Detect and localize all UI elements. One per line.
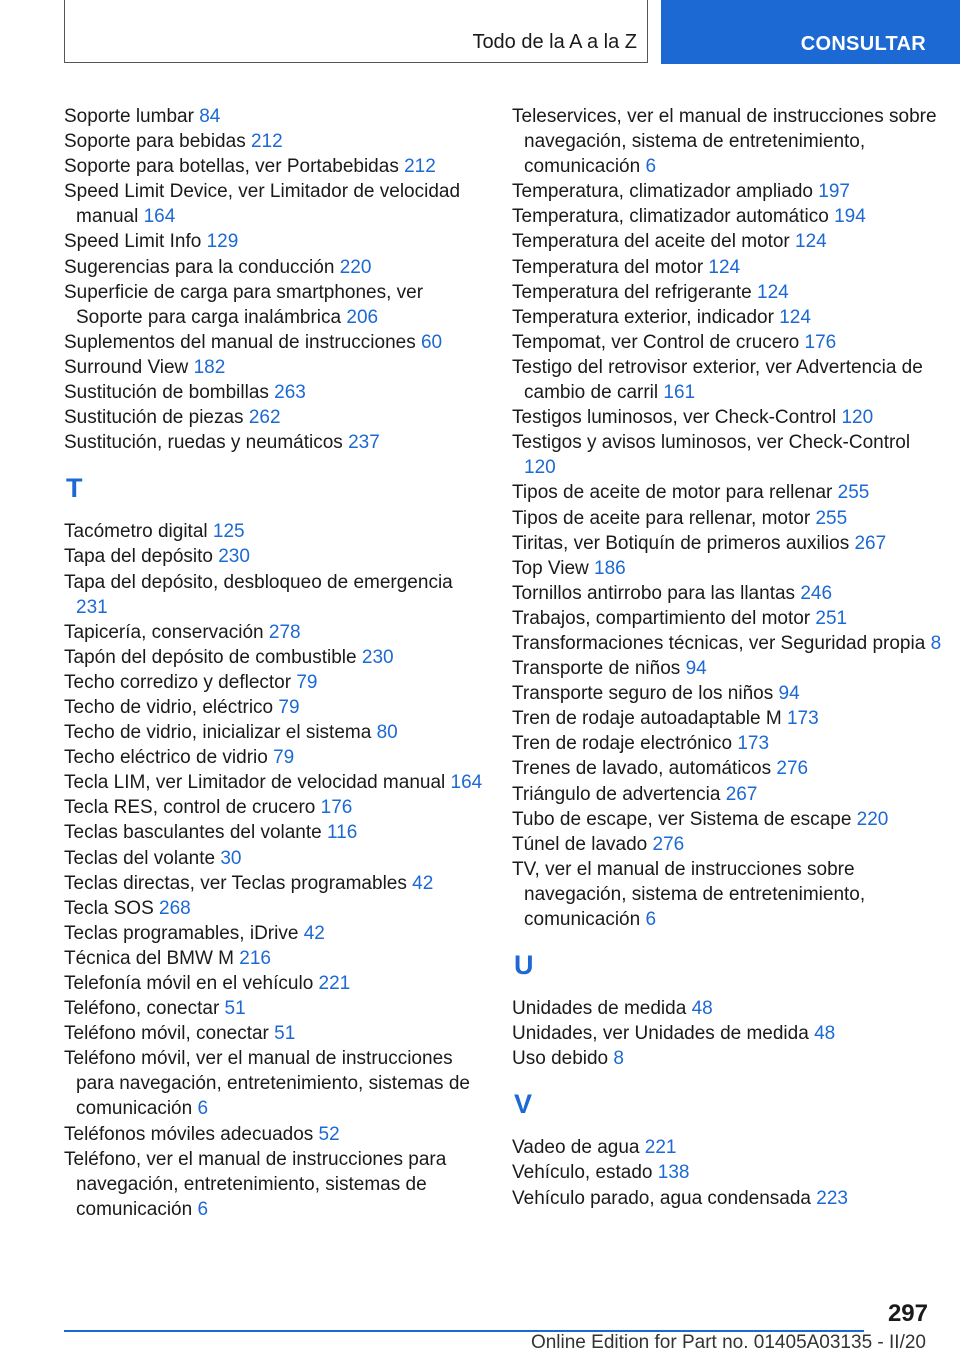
index-entry-text: Tapicería, conservación bbox=[64, 621, 269, 643]
index-page-link[interactable]: 6 bbox=[197, 1098, 209, 1120]
index-page-link[interactable]: 124 bbox=[708, 256, 741, 278]
index-page-link[interactable]: 276 bbox=[652, 833, 685, 855]
consult-tab[interactable] bbox=[661, 0, 960, 64]
index-entry bbox=[64, 846, 484, 871]
index-letter-heading: T bbox=[66, 473, 83, 504]
index-page-link[interactable]: 120 bbox=[841, 407, 874, 429]
index-page-link[interactable]: 79 bbox=[273, 747, 295, 769]
index-entry bbox=[512, 229, 942, 254]
index-entry bbox=[64, 820, 484, 845]
index-page-link[interactable]: 79 bbox=[296, 671, 318, 693]
index-letter-heading: V bbox=[514, 1089, 533, 1120]
index-entry bbox=[64, 330, 484, 355]
index-entry bbox=[64, 871, 484, 896]
index-entry-text: Techo de vidrio, eléctrico bbox=[64, 696, 279, 718]
index-entry-text: Teclas del volante bbox=[64, 847, 221, 869]
index-entry-text: Superficie de carga para smartphones, ver Soporte para carga inalámbrica bbox=[64, 281, 424, 328]
index-entry bbox=[64, 129, 484, 154]
index-page-link[interactable]: 6 bbox=[197, 1198, 209, 1220]
index-entry bbox=[512, 480, 942, 505]
index-entry bbox=[64, 179, 484, 229]
index-entry-text: Teléfono, conectar bbox=[64, 998, 225, 1020]
index-entry bbox=[64, 971, 484, 996]
index-entry bbox=[512, 656, 942, 681]
index-entry-text: Tubo de escape, ver Sistema de escape bbox=[512, 808, 857, 830]
index-page-link[interactable]: 60 bbox=[420, 331, 443, 353]
index-entry bbox=[512, 1046, 942, 1071]
index-page-link[interactable]: 230 bbox=[361, 646, 394, 668]
index-page-link[interactable]: 116 bbox=[327, 822, 358, 844]
index-page-link[interactable]: 80 bbox=[376, 722, 398, 744]
index-entry-text: Teléfono móvil, conectar bbox=[64, 1023, 275, 1045]
index-entry-text: Temperatura, climatizador automático bbox=[512, 206, 835, 228]
index-entry-text: Temperatura, climatizador ampliado bbox=[512, 181, 819, 203]
edition-text: Online Edition for Part no. 01405A03135 - II/20 bbox=[530, 1332, 926, 1353]
index-page-link[interactable]: 84 bbox=[199, 106, 221, 127]
index-page-link[interactable]: 267 bbox=[725, 783, 758, 805]
index-entry bbox=[64, 720, 484, 745]
index-entry-text: Testigos luminosos, ver Check-Control bbox=[512, 407, 842, 429]
index-page-link[interactable]: 197 bbox=[818, 181, 850, 203]
section-tab[interactable] bbox=[64, 0, 648, 63]
index-page-link[interactable]: 42 bbox=[303, 922, 325, 944]
index-page-link[interactable]: 124 bbox=[795, 231, 827, 253]
index-entry bbox=[64, 229, 484, 254]
index-entry bbox=[512, 706, 942, 731]
index-entry-text: Tempomat, ver Control de crucero bbox=[512, 331, 805, 353]
index-page-link[interactable]: 8 bbox=[930, 632, 942, 654]
index-entry bbox=[64, 695, 484, 720]
index-page-link[interactable]: 6 bbox=[645, 156, 657, 178]
index-entry bbox=[64, 154, 484, 179]
index-column-right bbox=[512, 104, 942, 1211]
index-page-link[interactable]: 230 bbox=[218, 546, 250, 568]
index-entry-text: Uso debido bbox=[512, 1048, 614, 1070]
index-page-link[interactable]: 263 bbox=[274, 382, 306, 404]
index-page-link[interactable]: 51 bbox=[274, 1023, 296, 1045]
index-page-link[interactable]: 212 bbox=[404, 156, 436, 178]
index-entry-text: Vehículo, estado bbox=[512, 1162, 658, 1184]
page-header bbox=[64, 0, 960, 64]
index-entry-text: Suplementos del manual de instrucciones bbox=[64, 331, 421, 353]
index-entry-text: Tapa del depósito, desbloqueo de emergencia bbox=[64, 571, 453, 593]
index-entry-text: Tipos de aceite para rellenar, motor bbox=[512, 507, 816, 529]
index-entry bbox=[512, 179, 942, 204]
index-entry-text: Sugerencias para la conducción bbox=[64, 256, 340, 278]
index-entry bbox=[64, 519, 484, 544]
index-entry-text: Tren de rodaje autoadaptable M bbox=[512, 708, 787, 730]
index-page-link[interactable]: 125 bbox=[212, 521, 245, 543]
index-entry bbox=[64, 896, 484, 921]
index-entry bbox=[64, 1147, 484, 1222]
index-page-link[interactable]: 30 bbox=[220, 847, 242, 869]
index-page-link[interactable]: 255 bbox=[837, 482, 870, 504]
index-entry bbox=[64, 280, 484, 330]
index-entry bbox=[512, 731, 942, 756]
index-page-link[interactable]: 220 bbox=[339, 256, 372, 278]
index-page-link[interactable]: 255 bbox=[815, 507, 848, 529]
index-entry-text: Tacómetro digital bbox=[64, 521, 213, 543]
index-entry bbox=[512, 280, 942, 305]
index-entry bbox=[64, 405, 484, 430]
index-entry-text: TV, ver el manual de instrucciones sobre navegación, sistema de entretenimiento, comunicación bbox=[512, 858, 866, 930]
index-entry-text: Temperatura exterior, indicador bbox=[512, 306, 780, 328]
index-entry-text: Testigos y avisos luminosos, ver Check-Control bbox=[512, 432, 911, 454]
index-entry-text: Temperatura del aceite del motor bbox=[512, 231, 796, 253]
index-entry-text: Soporte para bebidas bbox=[64, 131, 251, 153]
index-page-link[interactable]: 221 bbox=[644, 1137, 677, 1159]
index-entry bbox=[512, 204, 942, 229]
index-entry-text: Soporte para botellas, ver Portabebidas bbox=[64, 156, 405, 178]
index-page-link[interactable]: 124 bbox=[779, 306, 811, 328]
index-entry bbox=[64, 620, 484, 645]
index-entry-text: Telefonía móvil en el vehículo bbox=[64, 973, 319, 994]
index-entry bbox=[512, 1186, 942, 1211]
index-entry bbox=[64, 946, 484, 971]
index-page-link[interactable]: 251 bbox=[815, 607, 848, 629]
index-entry-text: Triángulo de advertencia bbox=[512, 783, 726, 805]
index-entry-text: Techo corredizo y deflector bbox=[64, 671, 297, 693]
index-entry-text: Tecla RES, control de crucero bbox=[64, 797, 321, 819]
index-page-link[interactable]: 176 bbox=[320, 797, 353, 819]
index-entry-text: Vadeo de agua bbox=[512, 1137, 645, 1159]
index-entry-text: Teléfono, ver el manual de instrucciones para navegación, entretenimiento, sistemas de comunicación bbox=[64, 1148, 447, 1220]
index-page-link[interactable]: 173 bbox=[737, 733, 770, 755]
index-page-link[interactable]: 194 bbox=[834, 206, 866, 228]
index-entry-text: Sustitución, ruedas y neumáticos bbox=[64, 432, 349, 454]
index-entry-text: Temperatura del motor bbox=[512, 256, 709, 278]
index-page-link[interactable]: 216 bbox=[239, 947, 271, 969]
index-entry-text: Túnel de lavado bbox=[512, 833, 653, 855]
index-entry bbox=[64, 255, 484, 280]
index-page-link[interactable]: 267 bbox=[854, 532, 887, 554]
index-page-link[interactable]: 120 bbox=[524, 457, 556, 479]
index-entry-text: Tecla LIM, ver Limitador de velocidad manual bbox=[64, 772, 451, 794]
index-entry-text: Teclas programables, iDrive bbox=[64, 922, 304, 944]
index-entry-text: Teléfono móvil, ver el manual de instrucciones para navegación, entretenimiento, sistemas de comunicación bbox=[64, 1048, 470, 1120]
index-entry-text: Transporte seguro de los niños bbox=[512, 683, 779, 705]
index-entry-text: Top View bbox=[512, 557, 595, 579]
index-page-link[interactable]: 79 bbox=[278, 696, 300, 718]
index-entry bbox=[64, 380, 484, 405]
index-entry bbox=[64, 544, 484, 569]
index-entry bbox=[512, 832, 942, 857]
index-entry bbox=[512, 305, 942, 330]
index-entry-text: Speed Limit Device, ver Limitador de velocidad manual bbox=[64, 181, 461, 228]
index-entry-text: Transformaciones técnicas, ver Seguridad propia bbox=[512, 632, 931, 654]
index-page-link[interactable]: 262 bbox=[248, 407, 281, 429]
index-entry bbox=[512, 531, 942, 556]
index-page-link[interactable]: 129 bbox=[206, 231, 239, 253]
index-entry bbox=[512, 782, 942, 807]
index-entry bbox=[512, 1160, 942, 1185]
index-entry bbox=[64, 570, 484, 620]
index-page-link[interactable]: 48 bbox=[691, 998, 713, 1020]
index-page-link[interactable]: 237 bbox=[348, 432, 380, 454]
index-page-link[interactable]: 8 bbox=[613, 1048, 624, 1070]
index-entry-text: Trenes de lavado, automáticos bbox=[512, 758, 777, 780]
index-entry bbox=[64, 795, 484, 820]
index-entry-text: Teclas directas, ver Teclas programables bbox=[64, 872, 413, 894]
index-entry bbox=[64, 770, 484, 795]
index-entry bbox=[512, 556, 942, 581]
index-entry bbox=[64, 1021, 484, 1046]
index-page-link[interactable]: 278 bbox=[268, 621, 301, 643]
index-entry-text: Tiritas, ver Botiquín de primeros auxilios bbox=[512, 532, 855, 554]
index-page-link[interactable]: 42 bbox=[412, 872, 434, 894]
consult-tab-label: CONSULTAR bbox=[800, 33, 926, 55]
index-page-link[interactable]: 182 bbox=[193, 356, 226, 378]
index-entry bbox=[64, 104, 484, 129]
index-page-link[interactable]: 231 bbox=[76, 596, 108, 618]
index-entry-text: Técnica del BMW M bbox=[64, 947, 240, 969]
index-entry bbox=[512, 405, 942, 430]
index-entry-text: Tornillos antirrobo para las llantas bbox=[512, 582, 801, 604]
index-entry bbox=[512, 1021, 942, 1046]
index-entry bbox=[64, 996, 484, 1021]
index-page-link[interactable]: 173 bbox=[786, 708, 819, 730]
index-entry bbox=[512, 104, 942, 179]
index-page-link[interactable]: 164 bbox=[450, 772, 483, 794]
index-entry-text: Surround View bbox=[64, 356, 194, 378]
index-page-link[interactable]: 94 bbox=[685, 658, 707, 680]
index-entry bbox=[64, 745, 484, 770]
index-column-left bbox=[64, 104, 484, 1222]
index-page-link[interactable]: 94 bbox=[778, 683, 800, 705]
index-entry bbox=[64, 355, 484, 380]
index-entry bbox=[512, 430, 942, 480]
index-entry-text: Testigo del retrovisor exterior, ver Advertencia de cambio de carril bbox=[512, 356, 923, 404]
index-page-link[interactable]: 246 bbox=[800, 582, 833, 604]
index-entry bbox=[512, 255, 942, 280]
index-page-link[interactable]: 223 bbox=[816, 1187, 848, 1209]
index-letter-heading: U bbox=[514, 950, 534, 981]
index-page-link[interactable]: 206 bbox=[346, 306, 379, 328]
index-page-link[interactable]: 6 bbox=[645, 909, 657, 930]
index-entry-text: Unidades, ver Unidades de medida bbox=[512, 1023, 815, 1045]
index-entry-text: Soporte lumbar bbox=[64, 106, 200, 127]
index-entry bbox=[64, 645, 484, 670]
index-page-link[interactable]: 48 bbox=[814, 1023, 836, 1045]
index-entry-text: Unidades de medida bbox=[512, 998, 692, 1020]
index-entry-text: Tren de rodaje electrónico bbox=[512, 733, 738, 755]
index-entry bbox=[512, 807, 942, 832]
section-tab-label: Todo de la A a la Z bbox=[472, 31, 637, 53]
index-page-link[interactable]: 161 bbox=[663, 382, 696, 404]
index-entry-text: Tapa del depósito bbox=[64, 546, 219, 568]
index-entry-text: Sustitución de bombillas bbox=[64, 382, 275, 404]
index-entry-text: Techo eléctrico de vidrio bbox=[64, 747, 274, 769]
index-entry-text: Tapón del depósito de combustible bbox=[64, 646, 362, 668]
page-number: 297 bbox=[887, 1300, 928, 1327]
index-entry-text: Teléfonos móviles adecuados bbox=[64, 1123, 319, 1145]
index-entry-text: Vehículo parado, agua condensada bbox=[512, 1187, 817, 1209]
index-page-link[interactable]: 138 bbox=[657, 1162, 690, 1184]
index-page-link[interactable]: 276 bbox=[776, 758, 809, 780]
index-entry bbox=[512, 857, 942, 932]
index-page-link[interactable]: 186 bbox=[594, 557, 626, 579]
index-entry bbox=[64, 430, 484, 455]
index-page-link[interactable]: 221 bbox=[318, 973, 351, 994]
index-entry bbox=[512, 996, 942, 1021]
index-entry bbox=[512, 330, 942, 355]
index-page-link[interactable]: 52 bbox=[318, 1123, 340, 1145]
index-entry-text: Temperatura del refrigerante bbox=[512, 281, 758, 303]
index-page-link[interactable]: 124 bbox=[757, 281, 789, 303]
index-entry bbox=[512, 355, 942, 405]
index-entry bbox=[64, 1122, 484, 1147]
index-entry bbox=[64, 1046, 484, 1121]
index-entry bbox=[512, 631, 942, 656]
index-entry-text: Speed Limit Info bbox=[64, 231, 207, 253]
index-entry bbox=[512, 681, 942, 706]
index-page-link[interactable]: 51 bbox=[224, 998, 246, 1020]
index-page-link[interactable]: 164 bbox=[143, 206, 176, 228]
index-entry-text: Sustitución de piezas bbox=[64, 407, 249, 429]
index-entry bbox=[512, 506, 942, 531]
index-page-link[interactable]: 212 bbox=[250, 131, 283, 153]
index-entry-text: Techo de vidrio, inicializar el sistema bbox=[64, 722, 377, 744]
index-page-link[interactable]: 268 bbox=[159, 897, 191, 919]
index-entry-text: Trabajos, compartimiento del motor bbox=[512, 607, 816, 629]
index-entry bbox=[512, 756, 942, 781]
index-entry-text: Tipos de aceite de motor para rellenar bbox=[512, 482, 838, 504]
index-entry-text: Transporte de niños bbox=[512, 658, 686, 680]
index-entry bbox=[512, 1135, 942, 1160]
index-entry bbox=[64, 670, 484, 695]
index-page-link[interactable]: 176 bbox=[804, 331, 837, 353]
index-entry-text: Teclas basculantes del volante bbox=[64, 822, 327, 844]
index-entry bbox=[64, 921, 484, 946]
index-entry bbox=[512, 581, 942, 606]
index-page-link[interactable]: 220 bbox=[856, 808, 889, 830]
index-entry-text: Teleservices, ver el manual de instrucciones sobre navegación, sistema de entretenimiento, comunicación bbox=[512, 106, 937, 178]
index-entry-text: Tecla SOS bbox=[64, 897, 160, 919]
index-entry bbox=[512, 606, 942, 631]
